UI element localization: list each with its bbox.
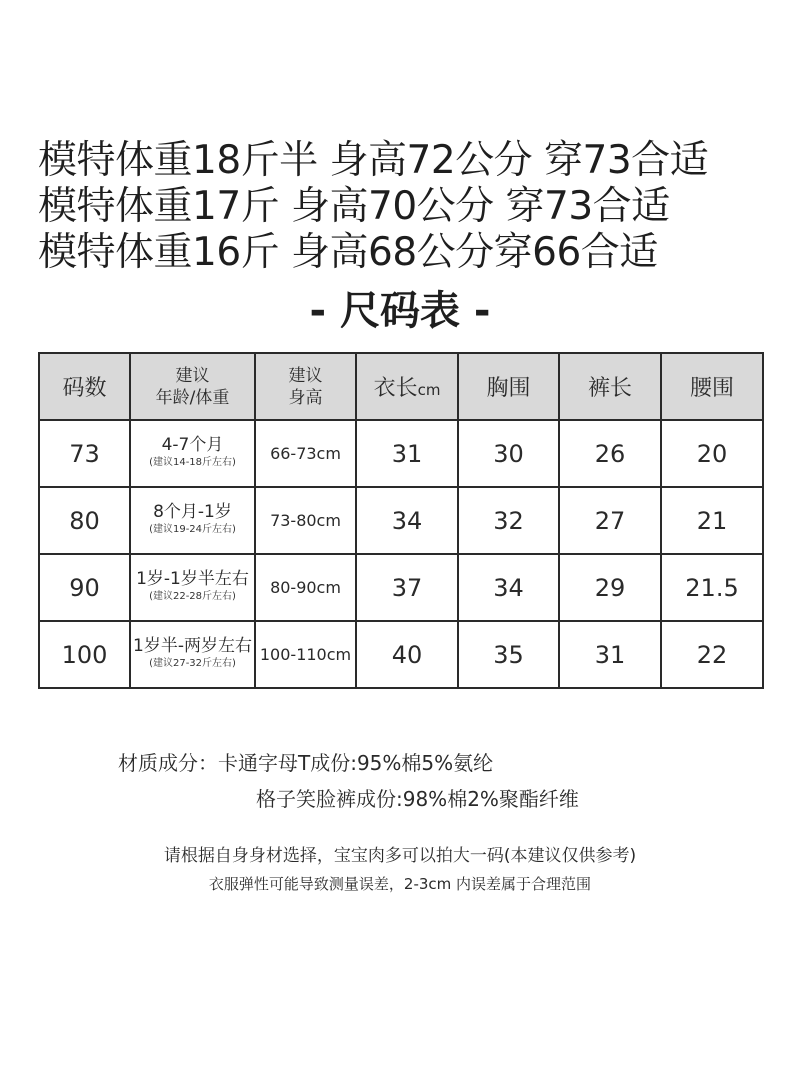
header-length-label: 衣长 — [373, 376, 418, 401]
header-length-unit: cm — [417, 381, 441, 399]
size-chart-table — [38, 352, 764, 689]
header-waist: 腰围 — [661, 353, 763, 420]
cell-pants-length: 31 — [559, 621, 661, 688]
cell-size: 73 — [39, 420, 130, 487]
cell-height: 100-110cm — [255, 621, 356, 688]
header-age-line1: 建议 — [175, 365, 210, 386]
cell-chest: 32 — [458, 487, 559, 554]
cell-length: 40 — [356, 621, 458, 688]
cell-waist: 21 — [661, 487, 763, 554]
cell-pants-length: 26 — [559, 420, 661, 487]
cell-length: 34 — [356, 487, 458, 554]
header-age-line2: 年龄/体重 — [155, 387, 230, 408]
cell-length: 31 — [356, 420, 458, 487]
cell-age-note: (建议14-18斤左右) — [149, 456, 236, 468]
header-age-weight — [130, 353, 255, 420]
header-length — [356, 353, 458, 420]
header-height-line2: 身高 — [288, 387, 323, 408]
model-line-1: 模特体重18斤半 身高72公分 穿73合适 — [38, 138, 709, 183]
header-size: 码数 — [39, 353, 130, 420]
note-line-2: 衣服弹性可能导致测量误差，2-3cm 内误差属于合理范围 — [208, 875, 592, 893]
table-row — [39, 420, 763, 487]
cell-age-main: 1岁半-两岁左右 — [133, 635, 252, 656]
cell-height: 73-80cm — [255, 487, 356, 554]
cell-waist: 20 — [661, 420, 763, 487]
cell-waist: 21.5 — [661, 554, 763, 621]
cell-age-note: (建议19-24斤左右) — [149, 523, 236, 535]
model-line-3: 模特体重16斤 身高68公分穿66合适 — [38, 230, 658, 275]
size-notes — [0, 842, 800, 898]
cell-age-main: 1岁-1岁半左右 — [136, 568, 249, 589]
material-line-1: 材质成分：卡通字母T成份:95%棉5%氨纶 — [118, 751, 494, 775]
header-row — [39, 353, 763, 420]
cell-chest: 35 — [458, 621, 559, 688]
material-line-2: 格子笑脸裤成份:98%棉2%聚酯纤维 — [256, 787, 579, 811]
cell-waist: 22 — [661, 621, 763, 688]
cell-length: 37 — [356, 554, 458, 621]
table-row — [39, 554, 763, 621]
header-height — [255, 353, 356, 420]
cell-age — [130, 554, 255, 621]
cell-age — [130, 621, 255, 688]
cell-age-main: 8个月-1岁 — [153, 501, 232, 522]
cell-size: 100 — [39, 621, 130, 688]
header-height-line1: 建议 — [288, 365, 323, 386]
header-chest: 胸围 — [458, 353, 559, 420]
cell-chest: 34 — [458, 554, 559, 621]
cell-size: 90 — [39, 554, 130, 621]
cell-pants-length: 29 — [559, 554, 661, 621]
cell-size: 80 — [39, 487, 130, 554]
model-info — [38, 138, 778, 276]
table-row — [39, 621, 763, 688]
cell-chest: 30 — [458, 420, 559, 487]
cell-age — [130, 420, 255, 487]
cell-age-note: (建议22-28斤左右) — [149, 590, 236, 602]
model-line-2: 模特体重17斤 身高70公分 穿73合适 — [38, 184, 670, 229]
cell-age — [130, 487, 255, 554]
table-row — [39, 487, 763, 554]
cell-age-note: (建议27-32斤左右) — [149, 657, 236, 669]
cell-height: 66-73cm — [255, 420, 356, 487]
cell-pants-length: 27 — [559, 487, 661, 554]
cell-age-main: 4-7个月 — [161, 434, 224, 455]
cell-height: 80-90cm — [255, 554, 356, 621]
size-chart-title: - 尺码表 - — [309, 288, 491, 334]
note-line-1: 请根据自身身材选择，宝宝肉多可以拍大一码(本建议仅供参考) — [163, 846, 637, 866]
header-pants-length: 裤长 — [559, 353, 661, 420]
